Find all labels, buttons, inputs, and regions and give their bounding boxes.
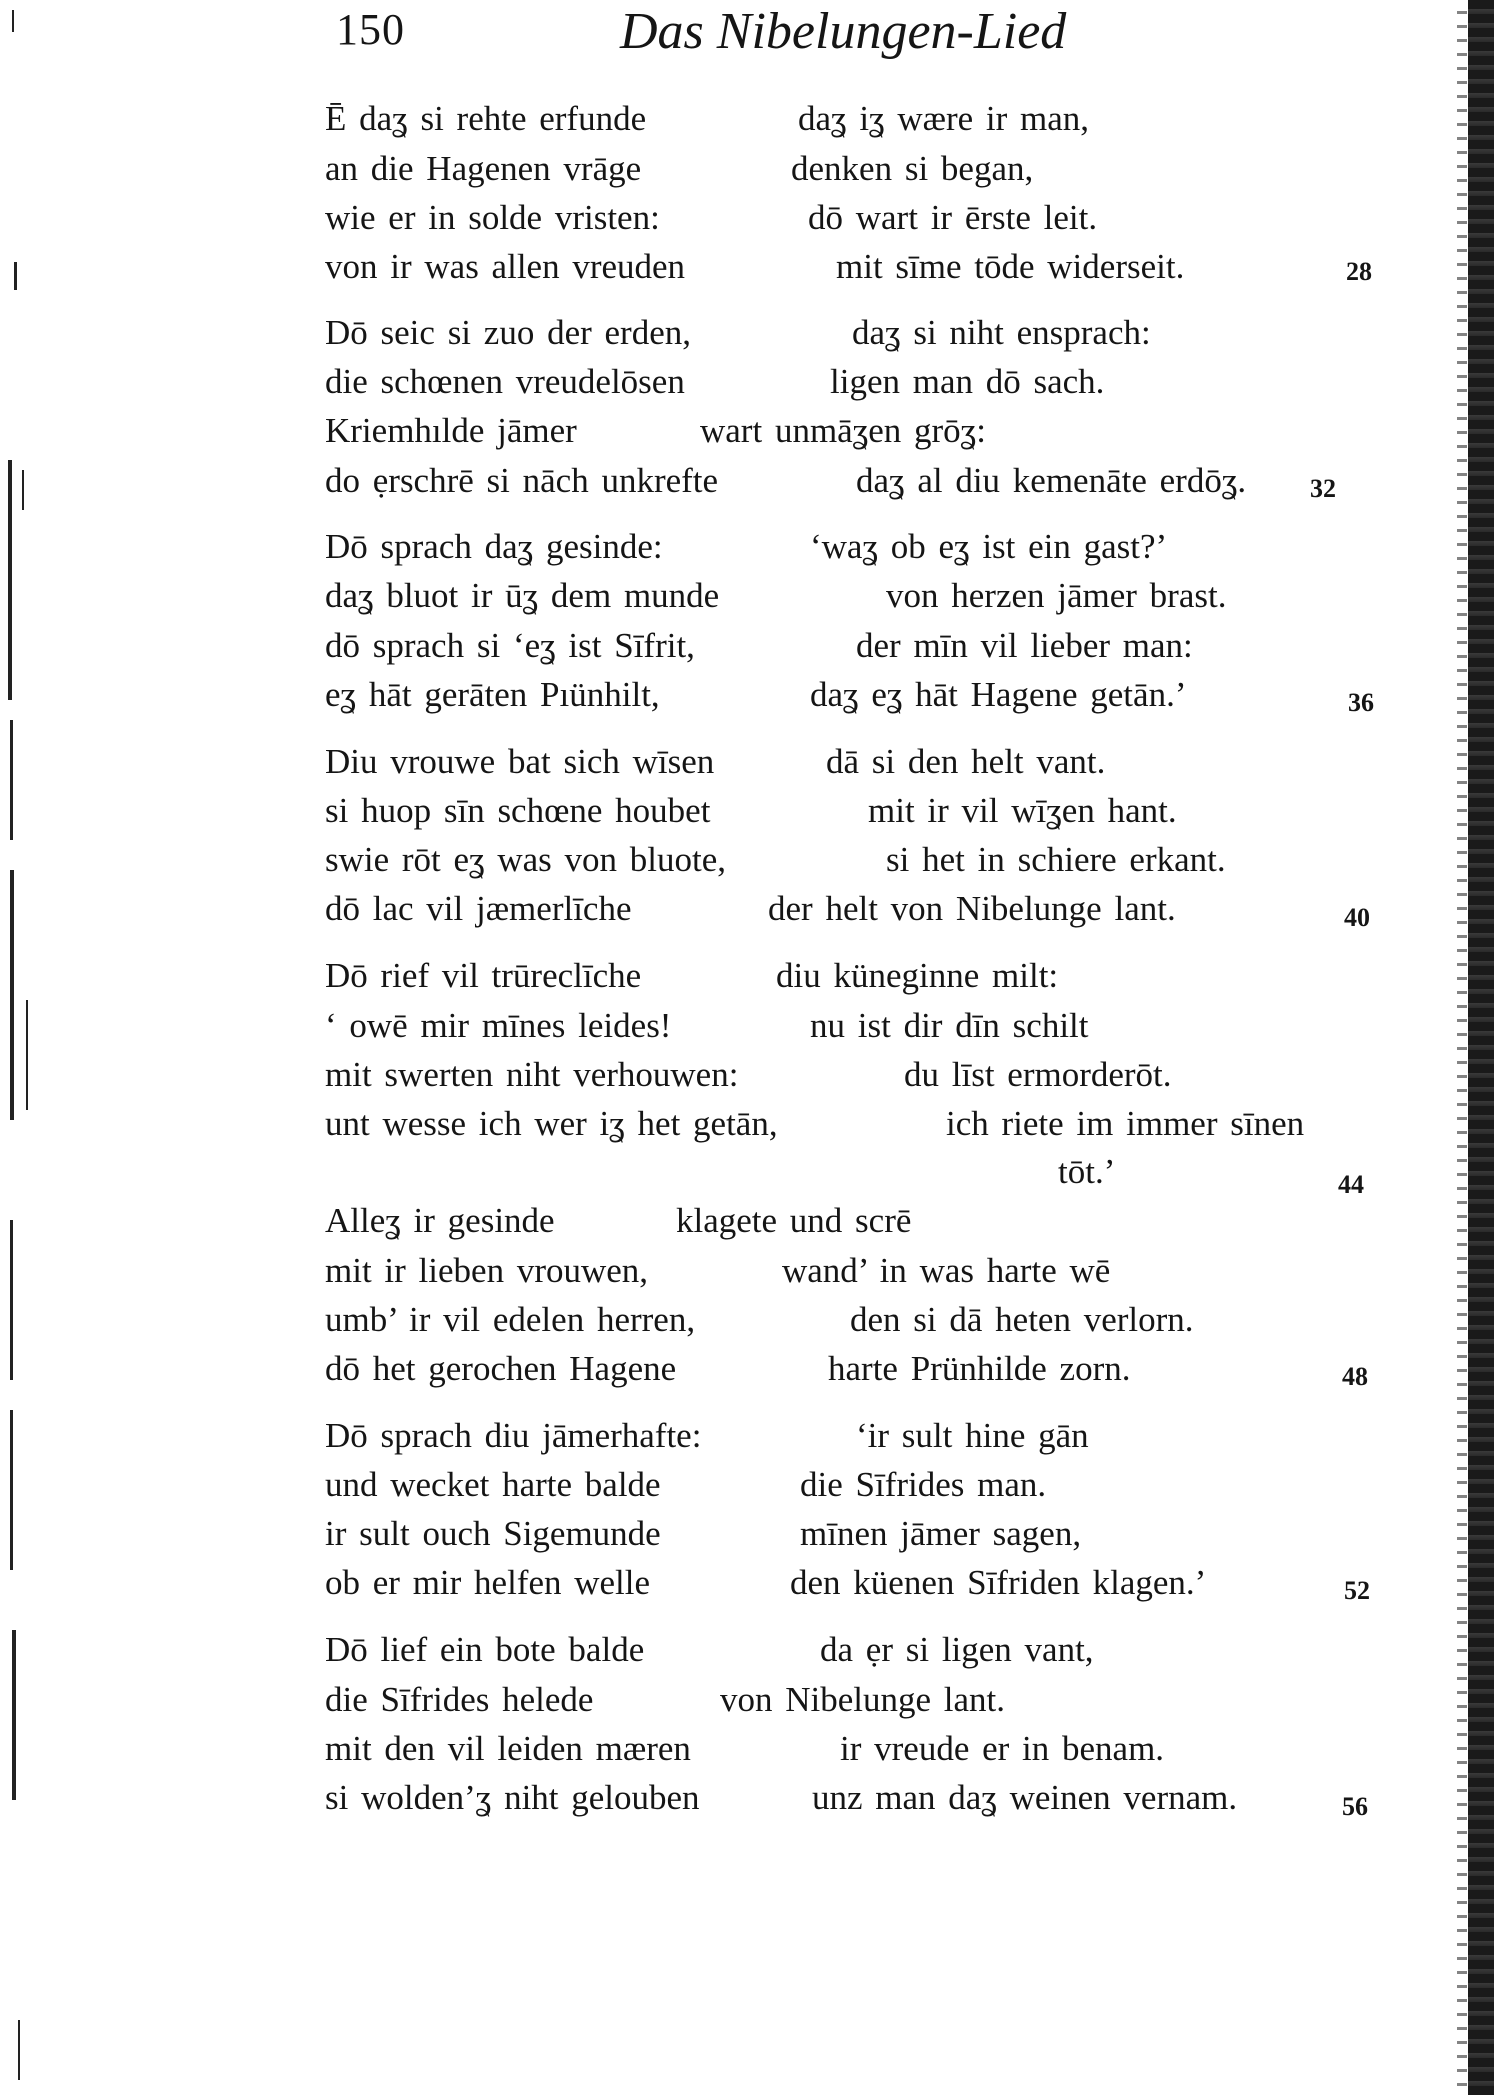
verse-first-half: ir sult ouch Sigemunde — [325, 1514, 661, 1553]
verse-second-half: diu küneginne milt: — [776, 956, 1059, 995]
scan-mark — [22, 470, 24, 510]
verse-second-half: dō wart ir ērste leit. — [808, 198, 1098, 237]
verse-first-half: mit swerten niht verhouwen: — [325, 1055, 739, 1094]
verse-second-half: da ẹr si ligen vant, — [820, 1630, 1094, 1669]
verse-second-half: ‘waʓ ob eʓ ist ein gast?’ — [810, 527, 1168, 566]
stanza-number: 48 — [1342, 1362, 1368, 1391]
verse-second-half: daʓ si niht ensprach: — [852, 313, 1151, 352]
verse-second-half: nu ist dir dīn schilt — [810, 1006, 1089, 1045]
scan-mark — [10, 870, 14, 1120]
stanza-number: 44 — [1338, 1170, 1364, 1199]
stanza-number: 32 — [1310, 474, 1336, 503]
stanza-number: 56 — [1342, 1792, 1368, 1821]
verse-second-half: den si dā heten verlorn. — [850, 1300, 1194, 1339]
verse-second-half: ir vreude er in benam. — [840, 1729, 1165, 1768]
stanza-number: 40 — [1344, 903, 1370, 932]
scan-mark — [12, 1630, 16, 1800]
verse-second-half: mit sīme tōde widerseit. — [836, 247, 1185, 286]
verse-first-half: ‘ owē mir mīnes leides! — [325, 1006, 672, 1045]
verse-first-half: Dō sprach daʓ gesinde: — [325, 527, 663, 566]
verse-second-half: denken si began, — [791, 149, 1034, 188]
verse-first-half: dō lac vil jæmerlīche — [325, 889, 632, 928]
verse-first-half: mit ir lieben vrouwen, — [325, 1251, 649, 1290]
scan-mark — [18, 2020, 20, 2080]
running-title: Das Nibelungen-Lied — [620, 3, 1067, 60]
scan-mark — [10, 720, 13, 840]
verse-first-half: Dō sprach diu jāmerhafte: — [325, 1416, 702, 1455]
verse-first-half: dō het gerochen Hagene — [325, 1349, 677, 1388]
verse-second-half: du līst ermorderōt. — [904, 1055, 1172, 1094]
verse-first-half: swie rōt eʓ was von bluote, — [325, 840, 727, 879]
verse-first-half: Dō lief ein bote balde — [325, 1630, 645, 1669]
verse-second-half: mīnen jāmer sagen, — [800, 1514, 1082, 1553]
scan-mark — [10, 1410, 13, 1570]
verse-first-half: die schœnen vreudelōsen — [325, 362, 685, 401]
verse-second-half: der helt von Nibelunge lant. — [768, 889, 1176, 928]
verse-first-half: die Sīfrides helede — [325, 1680, 594, 1719]
scan-mark — [14, 262, 17, 290]
scan-mark — [8, 460, 12, 700]
stanza-number: 28 — [1346, 257, 1372, 286]
verse-second-half: daʓ iʓ wære ir man, — [798, 99, 1090, 138]
verse-second-half: unz man daʓ weinen vernam. — [812, 1778, 1238, 1817]
verse-first-half: do ẹrschrē si nāch unkrefte — [325, 461, 719, 500]
verse-first-half: eʓ hāt gerāten Pıünhilt, — [325, 675, 660, 714]
verse-second-half: wart unmāʓen grōʓ: — [700, 411, 986, 450]
verse-second-half: von herzen jāmer brast. — [886, 576, 1227, 615]
verse-second-half: ligen man dō sach. — [830, 362, 1105, 401]
verse-first-half: Dō rief vil trūreclīche — [325, 956, 642, 995]
scan-edge-texture — [1457, 0, 1467, 2095]
verse-second-half: si het in schiere erkant. — [886, 840, 1226, 879]
verse-second-half: mit ir vil wīʓen hant. — [868, 791, 1177, 830]
scan-mark — [12, 10, 14, 32]
verse-continuation: tōt.’ — [1058, 1152, 1116, 1191]
verse-first-half: daʓ bluot ir ūʓ dem munde — [325, 576, 720, 615]
verse-first-half: und wecket harte balde — [325, 1465, 661, 1504]
page-number: 150 — [336, 5, 405, 54]
verse-first-half: wie er in solde vristen: — [325, 198, 660, 237]
verse-first-half: ob er mir helfen welle — [325, 1563, 651, 1602]
stanza-number: 52 — [1344, 1576, 1370, 1605]
verse-second-half: dā si den helt vant. — [826, 742, 1106, 781]
verse-second-half: den küenen Sīfriden klagen.’ — [790, 1563, 1207, 1602]
verse-first-half: unt wesse ich wer iʓ het getān, — [325, 1104, 778, 1143]
stanza-number: 36 — [1348, 688, 1374, 717]
verse-second-half: ‘ir sult hine gān — [856, 1416, 1089, 1455]
verse-first-half: Dō seic si zuo der erden, — [325, 313, 691, 352]
verse-first-half: Ē daʓ si rehte erfunde — [325, 99, 647, 138]
scan-mark — [10, 1220, 13, 1380]
verse-second-half: daʓ al diu kemenāte erdōʓ. — [856, 461, 1247, 500]
scan-mark — [26, 1000, 28, 1110]
verse-second-half: der mīn vil lieber man: — [856, 626, 1193, 665]
verse-second-half: daʓ eʓ hāt Hagene getān.’ — [810, 675, 1187, 714]
verse-first-half: mit den vil leiden mæren — [325, 1729, 691, 1768]
verse-second-half: wand’ in was harte wē — [782, 1251, 1111, 1290]
verse-first-half: an die Hagenen vrāge — [325, 149, 642, 188]
verse-second-half: klagete und scrē — [676, 1201, 912, 1240]
verse-first-half: Kriemhılde jāmer — [325, 411, 577, 450]
verse-first-half: si huop sīn schœne houbet — [325, 791, 711, 830]
verse-second-half: die Sīfrides man. — [800, 1465, 1047, 1504]
verse-first-half: dō sprach si ‘eʓ ist Sīfrit, — [325, 626, 695, 665]
verse-second-half: von Nibelunge lant. — [720, 1680, 1006, 1719]
verse-first-half: si wolden’ʓ niht gelouben — [325, 1778, 700, 1817]
verse-first-half: umb’ ir vil edelen herren, — [325, 1300, 696, 1339]
verse-first-half: Diu vrouwe bat sich wīsen — [325, 742, 715, 781]
scan-edge-right — [1468, 0, 1494, 2095]
verse-first-half: von ir was allen vreuden — [325, 247, 686, 286]
verse-first-half: Alleʓ ir gesinde — [325, 1201, 555, 1240]
verse-second-half: ich riete im immer sīnen — [946, 1104, 1305, 1143]
verse-second-half: harte Prünhilde zorn. — [828, 1349, 1131, 1388]
